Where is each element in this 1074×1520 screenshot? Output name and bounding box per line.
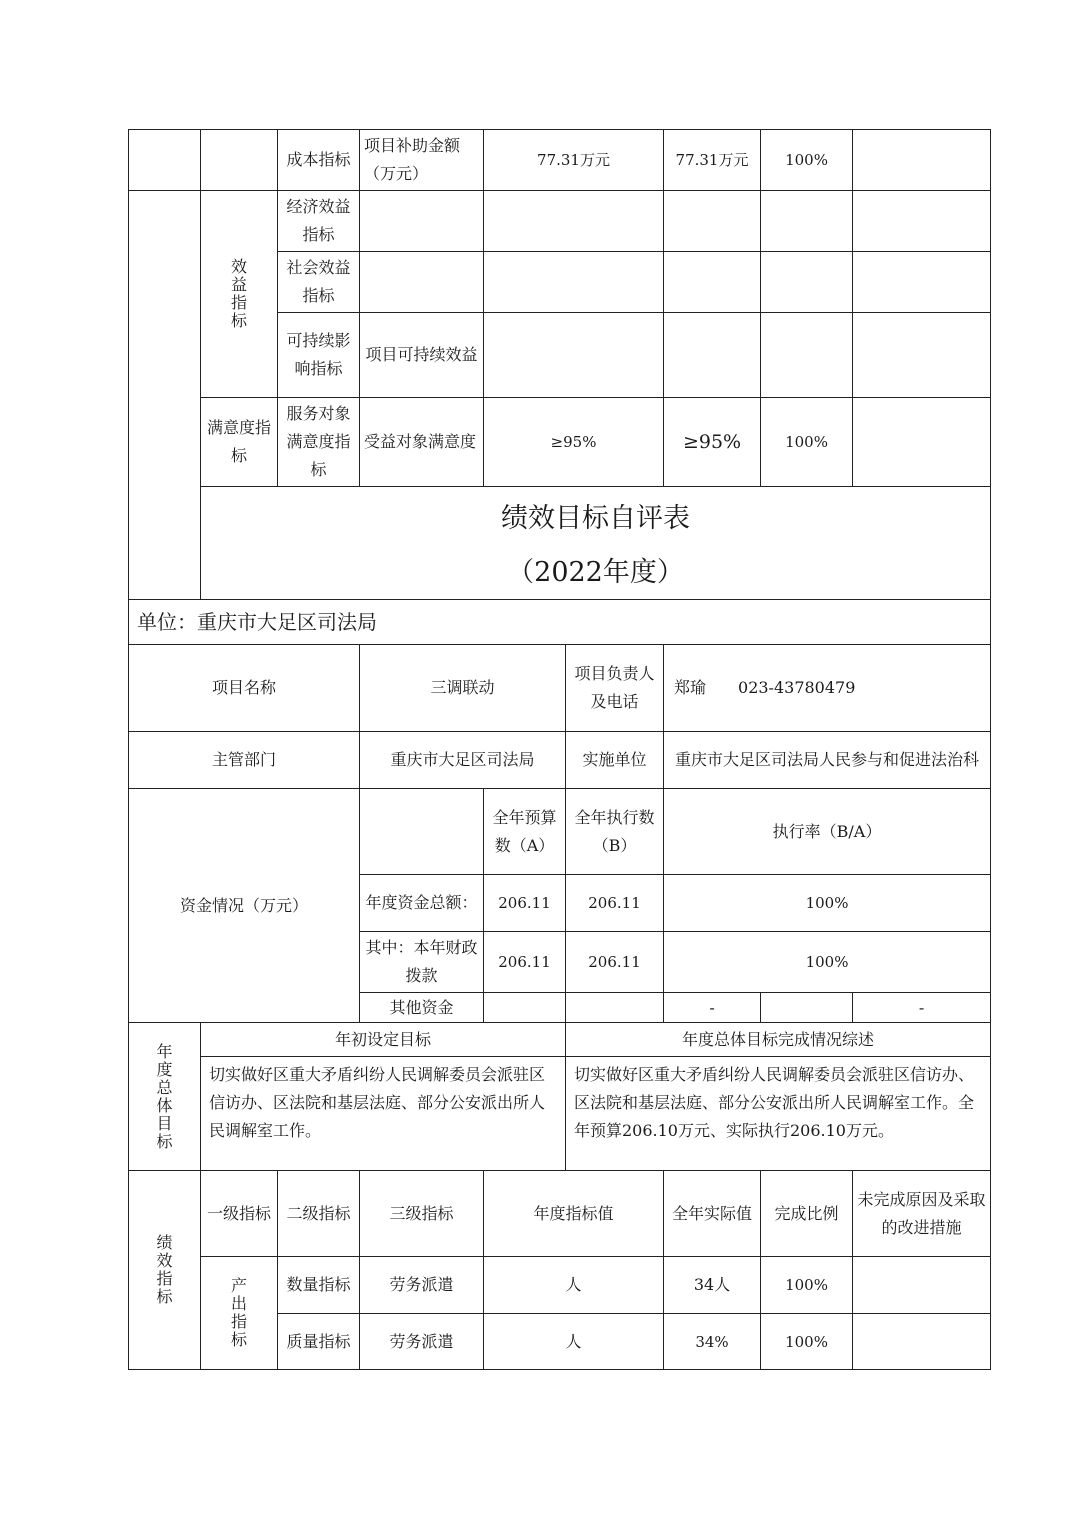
level3-benefit: 项目可持续效益 <box>360 313 484 398</box>
funds-rate: 100% <box>664 932 991 993</box>
indicator-ratio: 100% <box>761 1314 853 1370</box>
benefit-row <box>129 191 991 252</box>
blank-cell <box>484 191 664 252</box>
indicator-level3: 劳务派遣 <box>360 1314 484 1370</box>
unit-label: 单位：重庆市大足区司法局 <box>129 600 991 645</box>
funds-budget: 206.11 <box>484 932 566 993</box>
level2-cost: 成本指标 <box>278 130 360 191</box>
funds-exec-header: 全年执行数（B） <box>566 789 664 875</box>
indicator-actual: 34人 <box>664 1257 761 1314</box>
benefit-group-label: 效益指标 <box>201 191 278 398</box>
indicator-header: 全年实际值 <box>664 1171 761 1257</box>
annual-done-text: 切实做好区重大矛盾纠纷人民调解委员会派驻区信访办、区法院和基层法庭、部分公安派出所人民调解室工作。全年预算206.10万元、实际执行206.10万元。 <box>566 1057 991 1171</box>
blank-cell <box>761 191 853 252</box>
indicator-level3: 劳务派遣 <box>360 1257 484 1314</box>
blank-cell <box>664 252 761 313</box>
funds-budget-header: 全年预算数（A） <box>484 789 566 875</box>
satisfaction-actual: ≥95% <box>664 398 761 487</box>
funds-other-label: 其他资金 <box>360 993 484 1023</box>
annual-set-text: 切实做好区重大矛盾纠纷人民调解委员会派驻区信访办、区法院和基层法庭、部分公安派出所人民调解室工作。 <box>201 1057 566 1171</box>
performance-form <box>128 129 990 1370</box>
indicator-reason <box>853 1257 991 1314</box>
impl-value: 重庆市大足区司法局人民参与和促进法治科 <box>664 732 991 789</box>
level3-cost: 项目补助金额（万元） <box>360 130 484 191</box>
level2-benefit: 社会效益指标 <box>278 252 360 313</box>
funds-other-rate-b <box>761 993 853 1023</box>
indicator-actual: 34% <box>664 1314 761 1370</box>
indicator-level2: 质量指标 <box>278 1314 360 1370</box>
indicator-target: 人 <box>484 1257 664 1314</box>
indicator-reason <box>853 1314 991 1370</box>
blank-cell <box>201 130 278 191</box>
funds-rate-header: 执行率（B/A） <box>664 789 991 875</box>
blank-cell <box>129 191 201 600</box>
annual-header-row <box>129 1023 991 1057</box>
funds-other-rate-c: - <box>853 993 991 1023</box>
indicators-header-row <box>129 1171 991 1257</box>
title-cell <box>201 487 991 600</box>
blank-cell <box>853 252 991 313</box>
level2-satisfaction: 服务对象满意度指标 <box>278 398 360 487</box>
blank-cell <box>853 191 991 252</box>
level2-benefit: 可持续影响指标 <box>278 313 360 398</box>
satisfaction-row <box>129 398 991 487</box>
funds-label: 资金情况（万元） <box>129 789 360 1023</box>
unit-row <box>129 600 991 645</box>
blank-cell <box>360 789 484 875</box>
project-name-label: 项目名称 <box>129 645 360 732</box>
project-leader-label: 项目负责人及电话 <box>566 645 664 732</box>
satisfaction-ratio: 100% <box>761 398 853 487</box>
funds-other-rate-a: - <box>664 993 761 1023</box>
annual-label: 年度总体目标 <box>129 1023 201 1171</box>
annual-set-header: 年初设定目标 <box>201 1023 566 1057</box>
level3-benefit <box>360 252 484 313</box>
impl-label: 实施单位 <box>566 732 664 789</box>
blank-cell <box>664 191 761 252</box>
blank-cell <box>129 130 201 191</box>
cost-row <box>129 130 991 191</box>
funds-other-budget <box>484 993 566 1023</box>
funds-budget: 206.11 <box>484 875 566 932</box>
indicator-header: 二级指标 <box>278 1171 360 1257</box>
cost-target: 77.31万元 <box>484 130 664 191</box>
level3-benefit <box>360 191 484 252</box>
funds-row-label: 年度资金总额： <box>360 875 484 932</box>
satisfaction-target: ≥95% <box>484 398 664 487</box>
cost-ratio: 100% <box>761 130 853 191</box>
level3-satisfaction: 受益对象满意度 <box>360 398 484 487</box>
form-table <box>128 129 991 1370</box>
form-title: 绩效目标自评表 <box>501 503 690 534</box>
funds-exec: 206.11 <box>566 932 664 993</box>
funds-header-row <box>129 789 991 875</box>
title-row <box>129 487 991 600</box>
indicator-header: 三级指标 <box>360 1171 484 1257</box>
blank-cell <box>761 252 853 313</box>
annual-text-row <box>129 1057 991 1171</box>
project-leader-value: 郑瑜 023-43780479 <box>664 645 991 732</box>
funds-rate: 100% <box>664 875 991 932</box>
dept-label: 主管部门 <box>129 732 360 789</box>
dept-value: 重庆市大足区司法局 <box>360 732 566 789</box>
indicator-row <box>129 1257 991 1314</box>
indicator-header: 年度指标值 <box>484 1171 664 1257</box>
funds-other-exec <box>566 993 664 1023</box>
project-name-value: 三调联动 <box>360 645 566 732</box>
project-dept-row <box>129 732 991 789</box>
blank-cell <box>761 313 853 398</box>
funds-exec: 206.11 <box>566 875 664 932</box>
blank-cell <box>853 313 991 398</box>
funds-row-label: 其中：本年财政拨款 <box>360 932 484 993</box>
indicators-label: 绩效指标 <box>129 1171 201 1370</box>
cost-actual: 77.31万元 <box>664 130 761 191</box>
level2-benefit: 经济效益指标 <box>278 191 360 252</box>
indicator-header: 完成比例 <box>761 1171 853 1257</box>
indicator-header: 一级指标 <box>201 1171 278 1257</box>
indicator-ratio: 100% <box>761 1257 853 1314</box>
indicator-target: 人 <box>484 1314 664 1370</box>
blank-cell <box>484 313 664 398</box>
blank-cell <box>664 313 761 398</box>
blank-cell <box>484 252 664 313</box>
annual-done-header: 年度总体目标完成情况综述 <box>566 1023 991 1057</box>
project-name-row <box>129 645 991 732</box>
form-year: （2022年度） <box>507 557 684 588</box>
output-label: 产出指标 <box>201 1257 278 1370</box>
blank-cell <box>853 130 991 191</box>
indicator-level2: 数量指标 <box>278 1257 360 1314</box>
blank-cell <box>853 398 991 487</box>
level1-satisfaction: 满意度指标 <box>201 398 278 487</box>
indicator-header: 未完成原因及采取的改进措施 <box>853 1171 991 1257</box>
